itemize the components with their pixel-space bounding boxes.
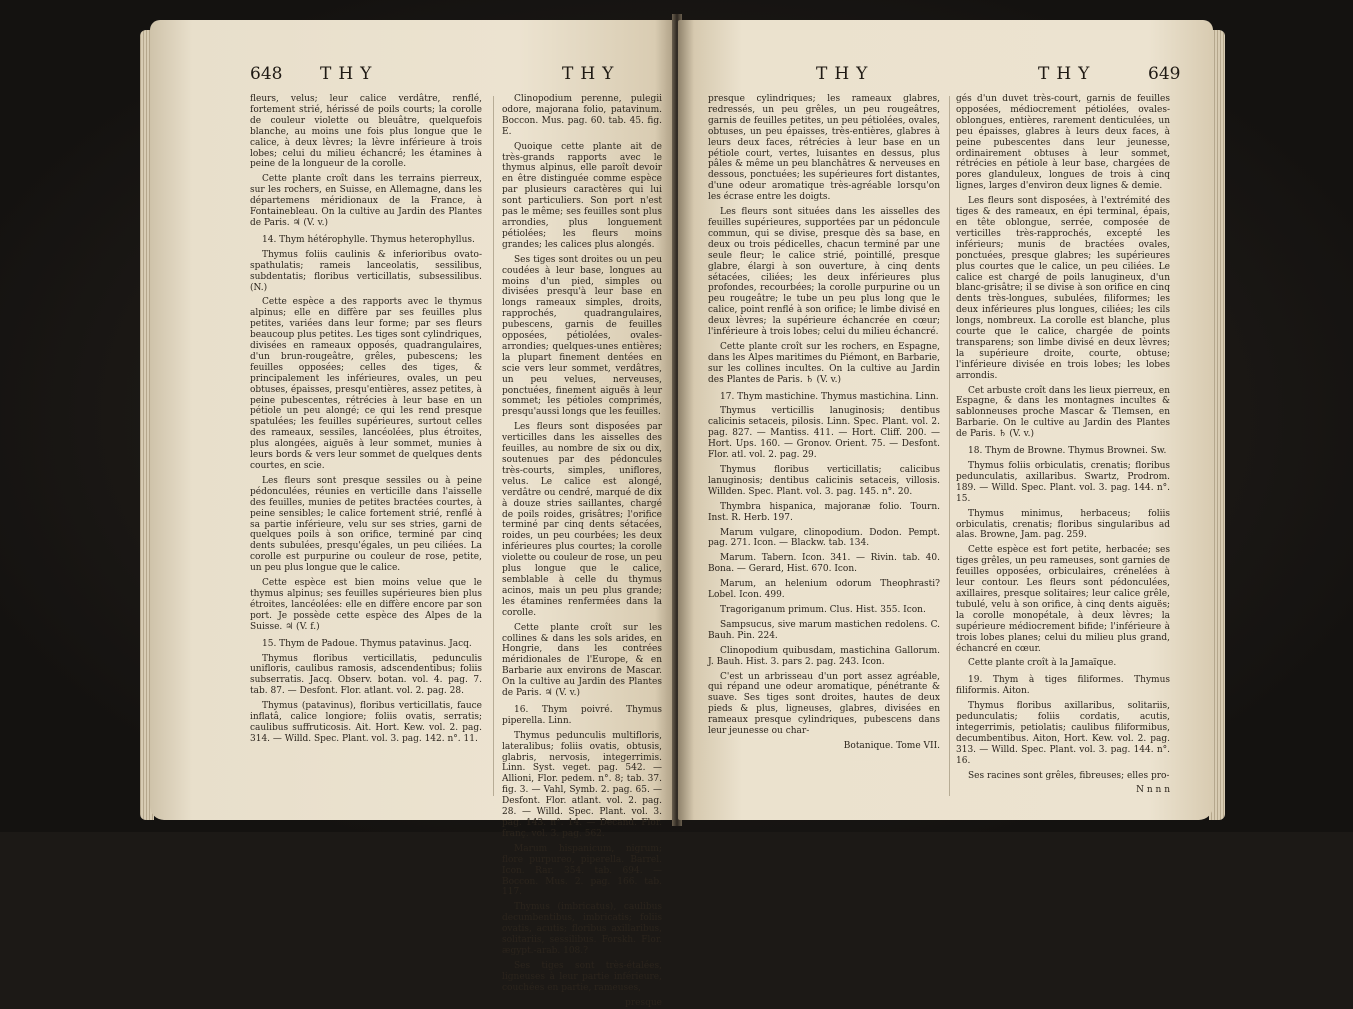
text-paragraph: fleurs, velus; leur calice verdâtre, renflé, fortement strié, hérissé de poils courts; la corolle de couleur violette ou bleuâtre, quelquefois blanche, au moins une fois plus longue que le calice, à deux lèvres; la lèvre inférieure à trois lobes; celui du milieu échancré; les étamines à peine de la longueur de la corolle. bbox=[250, 94, 482, 170]
left-running-head bbox=[150, 64, 676, 88]
right-page bbox=[678, 20, 1213, 820]
running-head-word: THY bbox=[1038, 64, 1097, 84]
right-running-head bbox=[678, 64, 1213, 88]
text-paragraph: Cette espèce est bien moins velue que le thymus alpinus; ses feuilles supérieures bien plus étroites, lancéolées: elle en diffère encore par son port. Je possède cette espèce des Alpes de la Suisse. ♃ (V. f.) bbox=[250, 578, 482, 632]
text-paragraph: Cette plante croît sur les rochers, en Espagne, dans les Alpes maritimes du Piémont, en Barbarie, sur les collines incultes. On la cultive au Jardin des Plantes de Paris. ♄ (V. v.) bbox=[708, 341, 940, 385]
right-column-2 bbox=[956, 94, 1170, 796]
text-paragraph: Clinopodium quibusdam, mastichina Gallorum. J. Bauh. Hist. 3. pars 2. pag. 243. Icon. bbox=[708, 645, 940, 667]
text-paragraph: Thymus verticillis lanuginosis; dentibus calicinis setaceis, pilosis. Linn. Spec. Plant. vol. 2. pag. 827. — Mantiss. 411. — Hort. Cliff. 200. — Hort. Ups. 160. — Gronov. Orient. 75. — Desfont. Flor. atl. vol. 2. pag. 29. bbox=[708, 406, 940, 461]
text-paragraph: Cette plante croît à la Jamaïque. bbox=[968, 658, 1117, 669]
text-paragraph: Thymus foliis orbiculatis, crenatis; floribus pedunculatis, axillaribus. Swartz, Prodrom. 189. — Willd. Spec. Plant. vol. 3. pag. 144. n°. 15. bbox=[956, 461, 1170, 504]
text-paragraph: Ses tiges sont droites ou un peu coudées à leur base, longues au moins d'un pied, simples ou divisées presqu'à leur base en longs rameaux simples, droits, rapprochés, quadrangulaires, pubescens, garnis de feuilles opposées, pétiolées, ovales-arrondies; quelques-unes entières; la plupart finement dentées en scie vers leur sommet, verdâtres, un peu velues, nerveuses, ponctuées, finement aiguës à leur sommet; les pétioles comprimés, presqu'aussi longs que les feuilles. bbox=[502, 254, 662, 418]
text-paragraph: Les fleurs sont presque sessiles ou à peine pédonculées, réunies en verticille dans l'aisselle des feuilles, munies de petites bractées courtes, à peine sensibles; le calice fortement strié, renflé à sa partie inférieure, velu sur ses stries, garni de quelques poils à son orifice, terminé par cinq dents subulées, presqu'égales, un peu ciliées. La corolle est purpurine ou couleur de rose, petite, un peu plus longue que le calice. bbox=[250, 475, 482, 574]
catchword: Botanique. Tome VII. bbox=[843, 740, 940, 751]
right-column-1 bbox=[708, 94, 940, 752]
text-paragraph: Thymbra hispanica, majoranæ folio. Tourn. Inst. R. Herb. 197. bbox=[708, 501, 940, 523]
text-paragraph: Marum. Tabern. Icon. 341. — Rivin. tab. 40. Bona. — Gerard, Hist. 670. Icon. bbox=[708, 553, 940, 575]
text-paragraph: Thymus floribus verticillatis; calicibus lanuginosis; dentibus calicinis setaceis, villosis. Willden. Spec. Plant. vol. 3. pag. 145. n°. 20. bbox=[708, 465, 940, 497]
text-paragraph: Marum hispanicum, nigrum; flore purpureo, piperella. Barrel. Icon. Rar. 354. tab. 694. — Boccon. Mus. 2. pag. 166. tab. 117. bbox=[502, 843, 662, 898]
left-page bbox=[150, 20, 676, 1008]
species-heading: 14. Thym hétérophylle. Thymus heterophyllus. bbox=[262, 234, 475, 245]
text-paragraph: Cette plante croît dans les terrains pierreux, sur les rochers, en Suisse, en Allemagne, dans les départemens méridionaux de la France, à Fontainebleau. On la cultive au Jardin des Plantes de Paris. ♃ (V. v.) bbox=[250, 174, 482, 228]
species-heading: 16. Thym poivré. Thymus piperella. Linn. bbox=[502, 704, 662, 726]
page-number-right: 649 bbox=[1148, 64, 1181, 84]
text-paragraph: Thymus (patavinus), floribus verticillatis, fauce inflatâ, calice longiore; foliis ovatis, serratis; caulibus suffruticosis. Ait. Hort. Kew. vol. 2. pag. 314. — Willd. Spec. Plant. vol. 3. pag. 142. n°. 11. bbox=[250, 701, 482, 744]
running-head-word: THY bbox=[320, 64, 379, 84]
column-rule bbox=[493, 96, 494, 796]
text-paragraph: Thymus minimus, herbaceus; foliis orbiculatis, crenatis; floribus singularibus ad alas. Browne, Jam. pag. 259. bbox=[956, 508, 1170, 541]
text-paragraph: Thymus (imbricatus), caulibus decumbentibus, imbricatis; foliis ovatis, acutis; floribus axillaribus, solitariis, sessilibus. Forskh. Flor. ægypt.-arab. 108.? bbox=[502, 902, 662, 956]
text-paragraph: Cette plante croît sur les collines & dans les sols arides, en Hongrie, dans les contrées méridionales de l'Europe, & en Barbarie aux environs de Mascar. On la cultive au Jardin des Plantes de Paris. ♃ (V. v.) bbox=[502, 622, 662, 699]
running-head-word: THY bbox=[562, 64, 621, 84]
text-paragraph: presque cylindriques; les rameaux glabres, redressés, un peu grêles, un peu rougeâtres, garnis de feuilles petites, un peu pétiolées, ovales, obtuses, un peu épaisses, très-entières, glabres à leurs deux faces, rétrécies à leur base en un pétiole court, vertes, luisantes en dessus, plus pâles & même un peu blanchâtres & nerveuses en dessous, ponctuées; les supérieures fort distantes, d'une odeur aromatique très-agréable lorsqu'on les écrase entre les doigts. bbox=[708, 94, 940, 203]
text-paragraph: Cette espèce est fort petite, herbacée; ses tiges grêles, un peu rameuses, sont garnies de feuilles opposées, orbiculaires, crénelées à leur contour. Les fleurs sont pédonculées, axillaires, presque solitaires; leur calice grêle, tubulé, velu à son orifice, à cinq dents aiguës; la corolle monopétale, à deux lèvres; la supérieure médiocrement bifide; l'inférieure à trois lobes planes; celui du milieu plus grand, échancré en cœur. bbox=[956, 545, 1170, 654]
text-paragraph: Ses racines sont grêles, fibreuses; elles pro- bbox=[968, 770, 1170, 781]
species-heading: 19. Thym à tiges filiformes. Thymus filiformis. Aiton. bbox=[956, 675, 1170, 697]
text-paragraph: Les fleurs sont disposées, à l'extrémité des tiges & des rameaux, en épi terminal, épais, en tête oblongue, serrée, composée de verticilles très-rapprochés, excepté les inférieurs; munis de bractées ovales, ponctuées, presque glabres; les supérieures plus courtes que le calice, un peu ciliées. Le calice est chargé de poils lanugineux, d'un blanc-grisâtre; il se divise à son orifice en cinq dents très-longues, subulées, filiformes; les deux inférieures plus longues, ciliées; les cils longs, nombreux. La corolle est blanche, plus courte que le calice, chargée de points transparens; son limbe divisé en deux lèvres; la supérieure droite, courte, obtuse; l'inférieure divisée en trois lobes; les lobes arrondis. bbox=[956, 196, 1170, 381]
text-paragraph: Sampsucus, sive marum mastichen redolens. C. Bauh. Pin. 224. bbox=[708, 619, 940, 641]
text-paragraph: Tragoriganum primum. Clus. Hist. 355. Icon. bbox=[720, 604, 926, 615]
text-paragraph: C'est un arbrisseau d'un port assez agréable, qui répand une odeur aromatique, pénétrante & suave. Ses tiges sont droites, hautes de deux pieds & plus, ligneuses, glabres, divisées en rameaux presque cylindriques, pubescens dans leur jeunesse ou char- bbox=[708, 671, 940, 737]
text-paragraph: Ses tiges sont très-étalées, ligneuses à leur partie inférieure, couchées en partie, rameuses, bbox=[502, 960, 662, 993]
left-column-1 bbox=[250, 94, 482, 749]
text-paragraph: Les fleurs sont disposées par verticilles dans les aisselles des feuilles, au nombre de six ou dix, soutenues par des pédoncules très-courts, simples, uniflores, velus. Le calice est alongé, verdâtre ou cendré, marqué de dix à douze stries saillantes, chargé de poils roides, grisâtres; l'orifice terminé par cinq dents sétacées, roides, un peu courbées; les deux inférieures plus courtes; la corolle violette ou couleur de rose, un peu plus longue que le calice, semblable à celle du thymus acinos, mais un peu plus grande; les étamines renfermées dans la corolle. bbox=[502, 422, 662, 618]
species-heading: 17. Thym mastichine. Thymus mastichina. Linn. bbox=[720, 391, 939, 402]
species-heading: 18. Thym de Browne. Thymus Brownei. Sw. bbox=[968, 446, 1167, 457]
text-paragraph: Thymus foliis caulinis & inferioribus ovato-spathulatis; rameis lanceolatis, sessilibus, subdentatis; floribus verticillatis, subsessilibus. (N.) bbox=[250, 249, 482, 293]
text-paragraph: Les fleurs sont situées dans les aisselles des feuilles supérieures, supportées par un pédoncule commun, qui se divise, presque dès sa base, en deux ou trois pédicelles, chacun terminé par une seule fleur; le calice strié, pointillé, presque glabre, élargi à son ouverture, à cinq dents sétacées, ciliées; les deux inférieures plus profondes, recourbées; la corolle purpurine ou un peu rougeâtre; le tube un peu plus long que le calice, point renflé à son orifice; le limbe divisé en deux lèvres; la supérieure échancrée en cœur; l'inférieure à trois lobes; celui du milieu échancré. bbox=[708, 207, 940, 338]
text-paragraph: Thymus pedunculis multifloris, lateralibus; foliis ovatis, obtusis, glabris, nervosis, integerrimis. Linn. Syst. veget. pag. 542. — Allioni, Flor. pedem. n°. 8; tab. 37. fig. 3. — Vahl, Symb. 2. pag. 65. — Desfont. Flor. atlant. vol. 2. pag. 28. — Willd. Spec. Plant. vol. 3. pag. 143. n°. 14. — Decand. Flor. franç. vol. 3. pag. 562. bbox=[502, 730, 662, 839]
running-head-word: THY bbox=[816, 64, 875, 84]
text-paragraph: Marum, an helenium odorum Theophrasti? Lobel. Icon. 499. bbox=[708, 579, 940, 601]
column-rule bbox=[949, 96, 950, 796]
text-paragraph: Cet arbuste croît dans les lieux pierreux, en Espagne, & dans les montagnes incultes & sablonneuses proche Mascar & Tlemsen, en Barbarie. On le cultive au Jardin des Plantes de Paris. ♄ (V. v.) bbox=[956, 385, 1170, 440]
text-paragraph: gés d'un duvet très-court, garnis de feuilles opposées, médiocrement pétiolées, ovales-oblongues, entières, rarement denticulées, un peu épaisses, glabres à leurs deux faces, à peine pubescentes dans leur jeunesse, ordinairement obtuses à leur sommet, rétrécies en pétiole à leur base, chargées de pores glanduleux, longues de trois à cinq lignes, larges d'environ deux lignes & demie. bbox=[956, 94, 1170, 192]
catchword: N n n n bbox=[1136, 785, 1170, 796]
page-number-left: 648 bbox=[250, 64, 283, 84]
text-paragraph: Marum vulgare, clinopodium. Dodon. Pempt. pag. 271. Icon. — Blackw. tab. 134. bbox=[708, 527, 940, 549]
text-paragraph: Clinopodium perenne, pulegii odore, majorana folio, patavinum. Boccon. Mus. pag. 60. tab. 45. fig. E. bbox=[502, 94, 662, 137]
left-column-2 bbox=[502, 94, 662, 1009]
text-paragraph: Thymus floribus axillaribus, solitariis, pedunculatis; foliis cordatis, acutis, integerrimis, petiolatis; caulibus filiformibus, decumbentibus. Aiton, Hort. Kew. vol. 2. pag. 313. — Willd. Spec. Plant. vol. 3. pag. 144. n°. 16. bbox=[956, 701, 1170, 766]
text-paragraph: Cette espèce a des rapports avec le thymus alpinus; elle en diffère par ses feuilles plus petites, variées dans leur forme; par ses fleurs beaucoup plus petites. Les tiges sont cylindriques, divisées en rameaux opposés, quadrangulaires, d'un brun-rougeâtre, grêles, pubescens; les feuilles opposées; celles des tiges, & principalement les inférieures, ovales, un peu obtuses, épaisses, presqu'entières, assez petites, à peine pubescentes, rétrécies à leur base en un pétiole un peu alongé; ce qui les rend presque spatulées; les feuilles supérieures, surtout celles des rameaux, sessiles, lancéolées, plus étroites, plus alongées, aiguës à leur sommet, munies à leurs bords & vers leur sommet de quelques dents courtes, en scie. bbox=[250, 297, 482, 471]
catchword: presque bbox=[625, 997, 662, 1008]
species-heading: 15. Thym de Padoue. Thymus patavinus. Jacq. bbox=[262, 638, 472, 649]
text-paragraph: Thymus floribus verticillatis, pedunculis unifloris, caulibus ramosis, adscendentibus; foliis subserratis. Jacq. Observ. botan. vol. 4. pag. 7. tab. 87. — Desfont. Flor. atlant. vol. 2. pag. 28. bbox=[250, 653, 482, 697]
text-paragraph: Quoique cette plante ait de très-grands rapports avec le thymus alpinus, elle paroît devoir en être distinguée comme espèce par plusieurs caractères qui lui sont particuliers. Son port n'est pas le même; ses feuilles sont plus arrondies, plus longuement pétiolées; les fleurs moins grandes; les calices plus alongés. bbox=[502, 141, 662, 250]
